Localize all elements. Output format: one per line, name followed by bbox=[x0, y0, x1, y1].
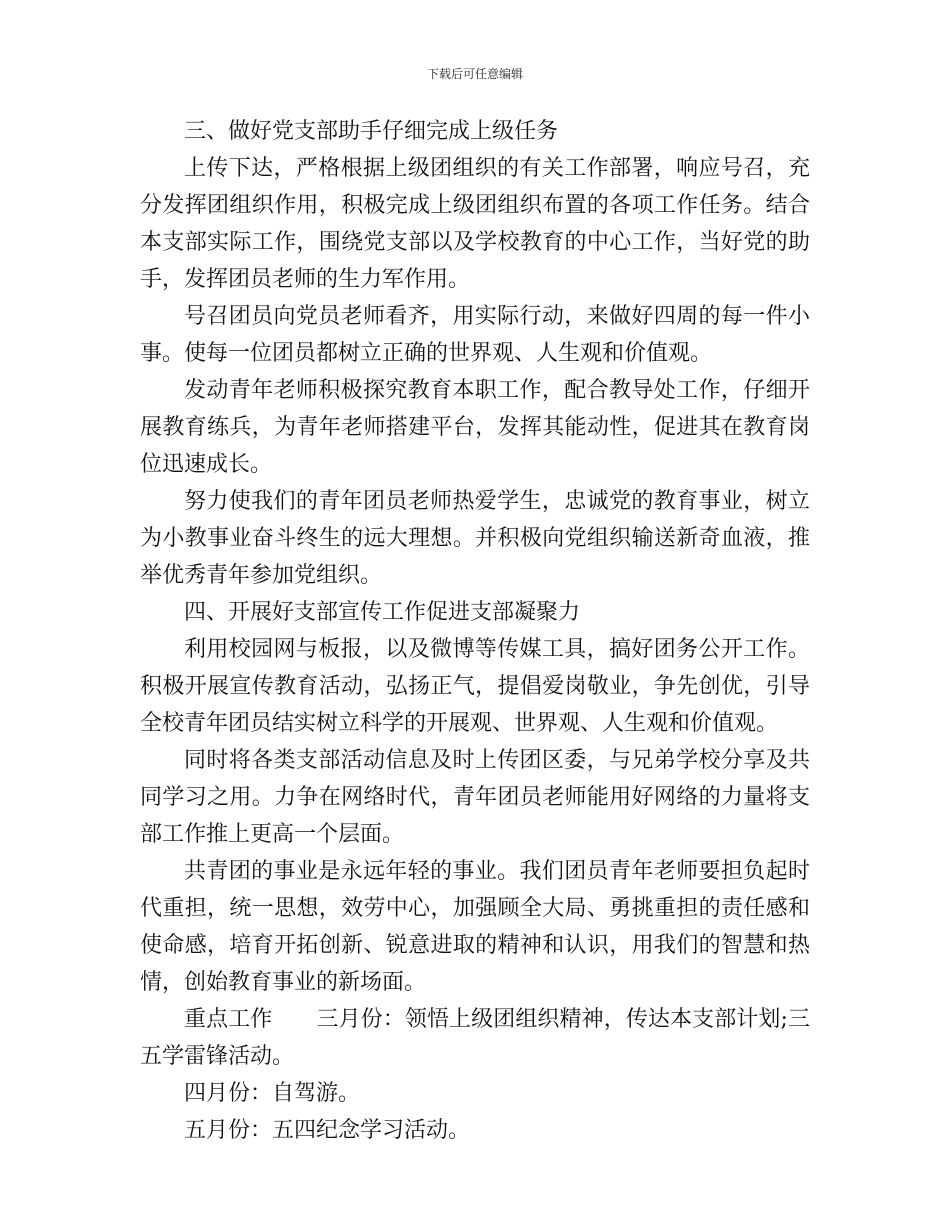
key-work-march: 三月份：领悟上级团组织精神，传达本支部计划;三五学雷锋活动。 bbox=[140, 1007, 810, 1069]
page-header: 下载后可任意编辑 bbox=[426, 67, 523, 81]
paragraph: 利用校园网与板报，以及微博等传媒工具，搞好团务公开工作。积极开展宣传教育活动，弘扬正气，提倡爱岗敬业，争先创优，引导全校青年团员结实树立科学的开展观、世界观、人生观和价值观。 bbox=[140, 637, 810, 736]
may-item: 五月份：五四纪念学习活动。 bbox=[184, 1118, 471, 1143]
section-heading-three: 三、做好党支部助手仔细完成上级任务 bbox=[184, 119, 559, 144]
key-work-paragraph bbox=[140, 1001, 810, 1075]
section-heading-four: 四、开展好支部宣传工作促进支部凝聚力 bbox=[184, 600, 581, 625]
paragraph: 发动青年老师积极探究教育本职工作，配合教导处工作，仔细开展教育练兵，为青年老师搭建平台，发挥其能动性，促进其在教育岗位迅速成长。 bbox=[140, 378, 810, 477]
paragraph: 同时将各类支部活动信息及时上传团区委，与兄弟学校分享及共同学习之用。力争在网络时代，青年团员老师能用好网络的力量将支部工作推上更高一个层面。 bbox=[140, 748, 810, 847]
april-item: 四月份：自驾游。 bbox=[184, 1081, 361, 1106]
paragraph: 共青团的事业是永远年轻的事业。我们团员青年老师要担负起时代重担，统一思想，效劳中心，加强顾全大局、勇挑重担的责任感和使命感，培育开拓创新、锐意进取的精神和认识，用我们的智慧和热情，创始教育事业的新场面。 bbox=[140, 859, 810, 995]
paragraph: 号召团员向党员老师看齐，用实际行动，来做好四周的每一件小事。使每一位团员都树立正确的世界观、人生观和价值观。 bbox=[140, 304, 810, 366]
paragraph: 上传下达，严格根据上级团组织的有关工作部署，响应号召，充分发挥团组织作用，积极完成上级团组织布置的各项工作任务。结合本支部实际工作，围绕党支部以及学校教育的中心工作，当好党的助手，发挥团员老师的生力军作用。 bbox=[140, 156, 810, 292]
paragraph: 努力使我们的青年团员老师热爱学生，忠诚党的教育事业，树立为小教事业奋斗终生的远大理想。并积极向党组织输送新奇血液，推举优秀青年参加党组织。 bbox=[140, 489, 810, 588]
document-body bbox=[140, 113, 810, 1149]
key-work-label: 重点工作 bbox=[184, 1007, 273, 1032]
